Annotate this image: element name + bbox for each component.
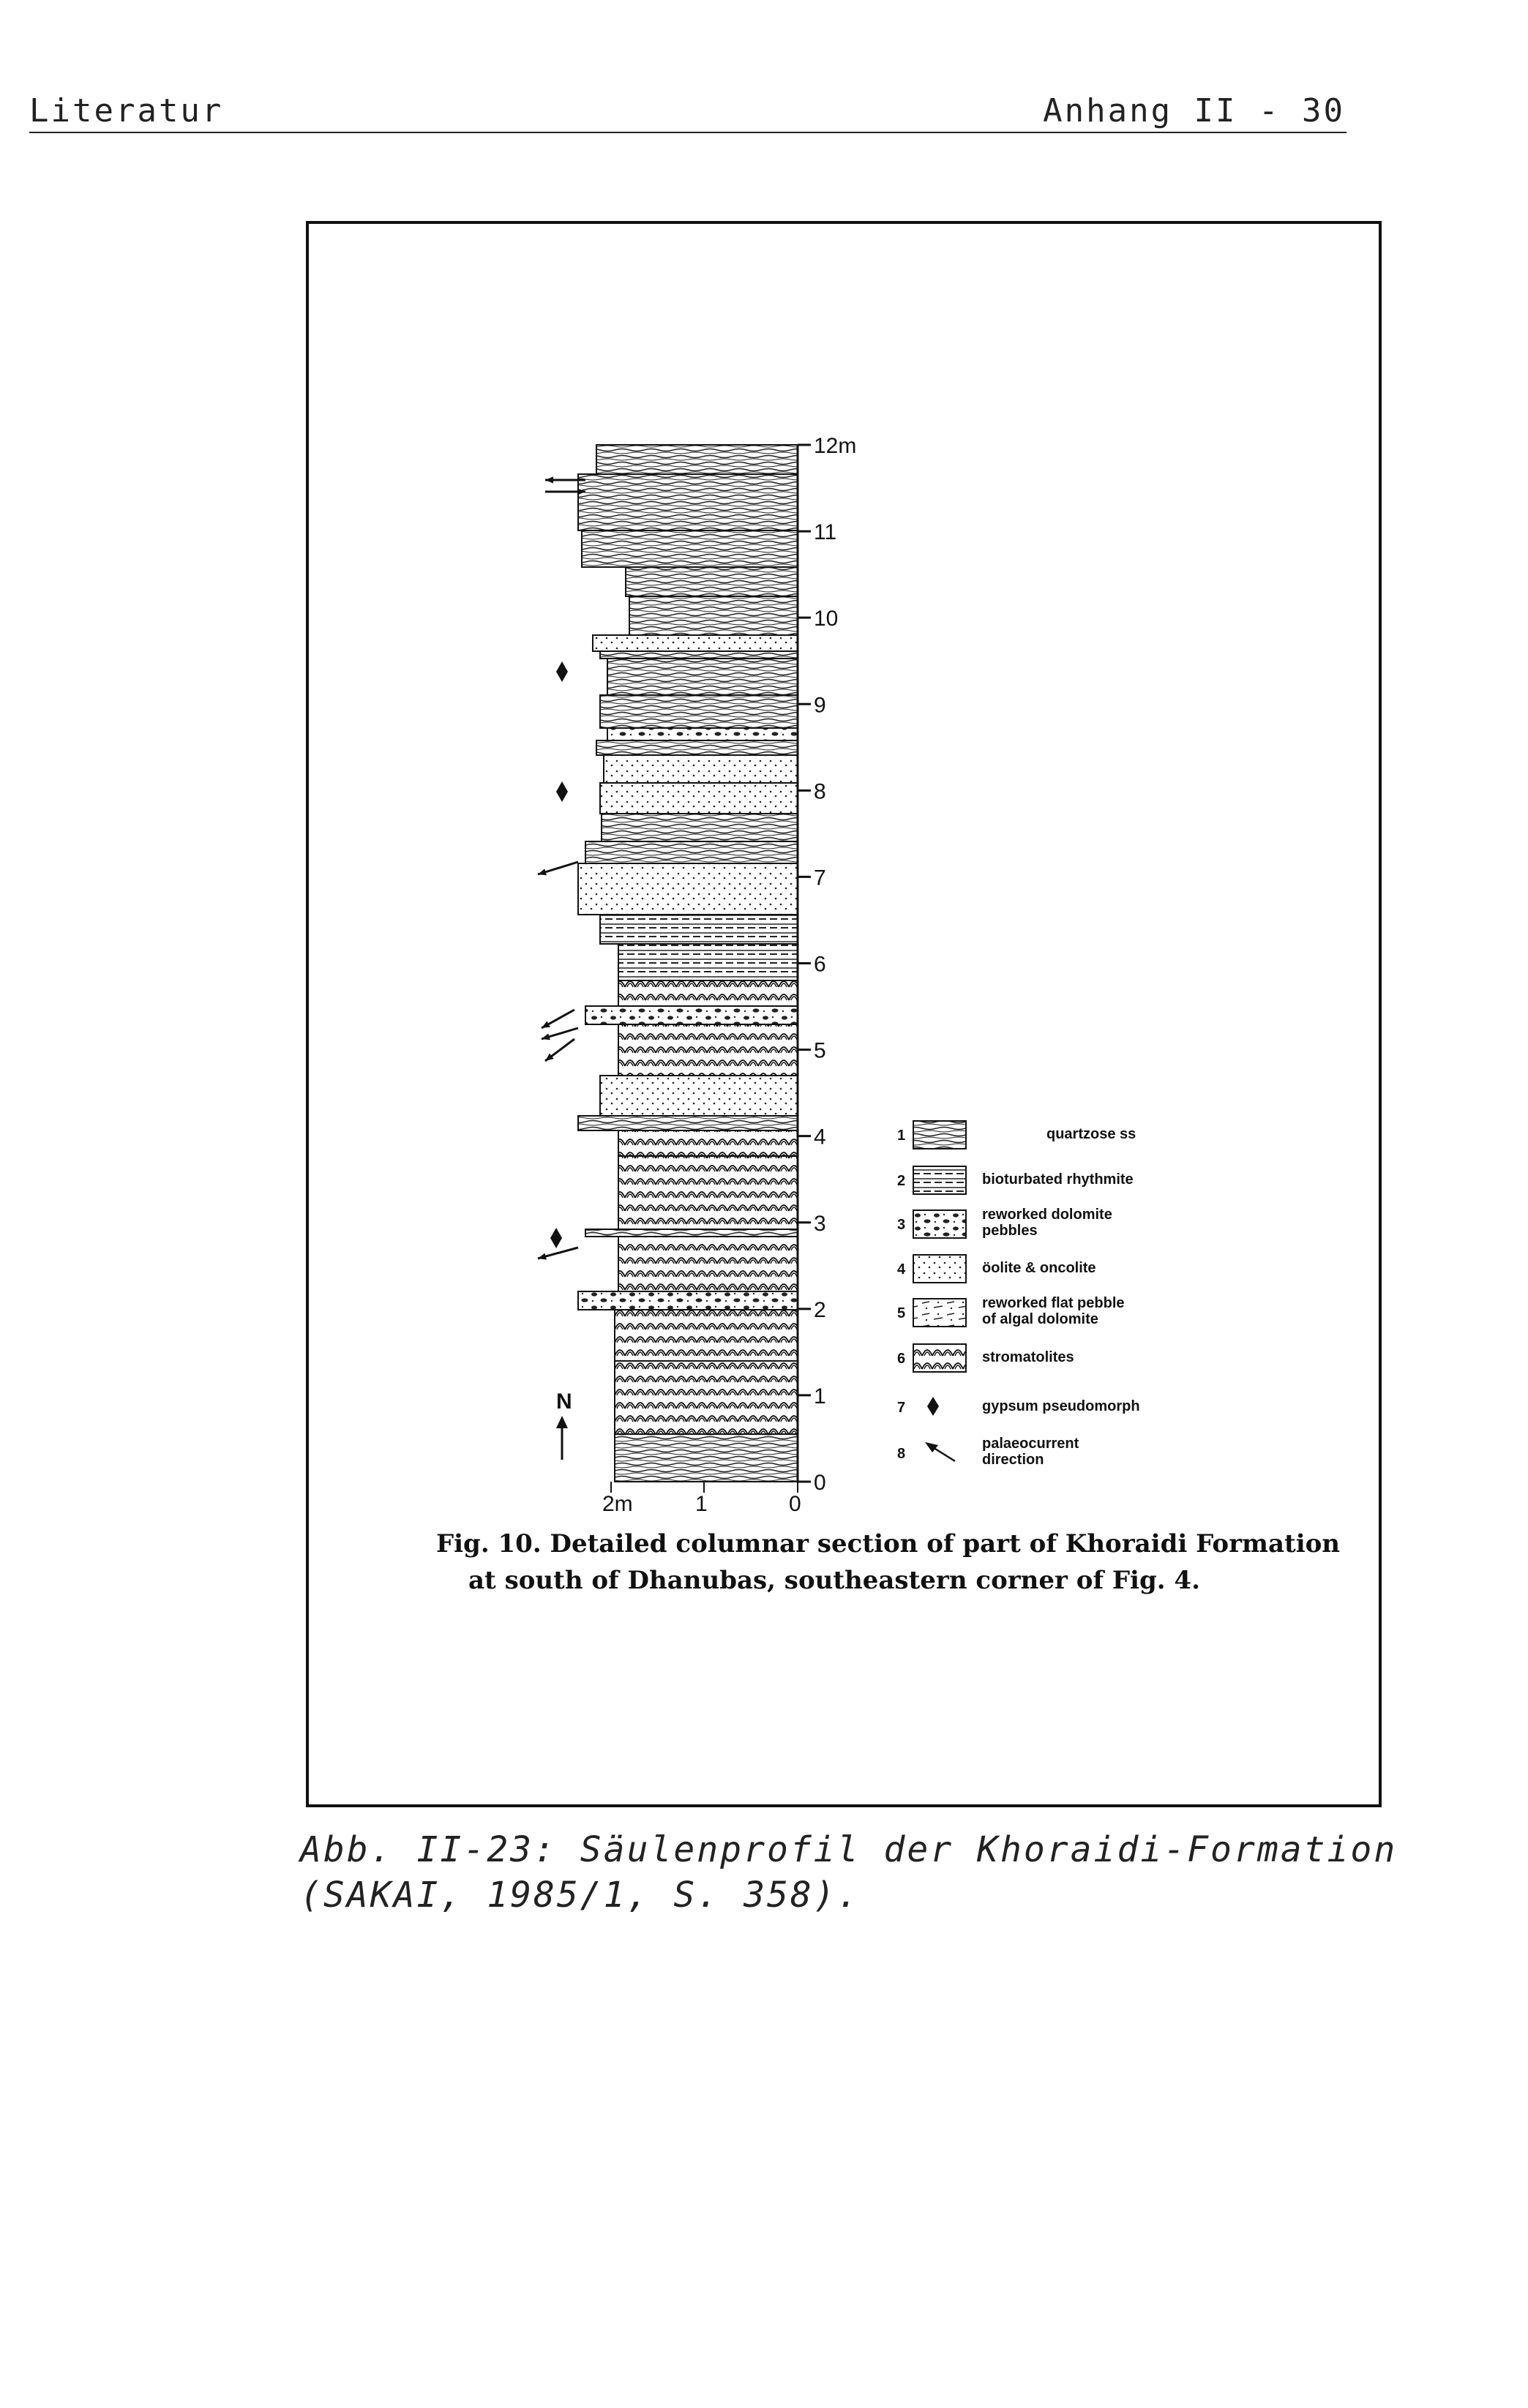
column-section xyxy=(578,445,798,1482)
bed-5 xyxy=(629,596,798,635)
palaeocurrent-arrow-6 xyxy=(545,1039,574,1061)
legend-item-8 xyxy=(897,1436,1079,1468)
figure-caption-line2: at south of Dhanubas, southeastern corner of Fig. 4. xyxy=(468,1566,1200,1595)
bed-11 xyxy=(596,740,798,755)
palaeocurrent-arrow-5 xyxy=(542,1028,578,1040)
legend-item-3 xyxy=(897,1207,1112,1239)
svg-text:palaeocurrent: palaeocurrent xyxy=(982,1436,1079,1452)
abb-caption-line1: Abb. II-23: Säulenprofil der Khoraidi-Formation xyxy=(300,1829,1398,1870)
width-label-1: 1 xyxy=(695,1492,708,1516)
legend xyxy=(897,1121,1140,1468)
legend-item-7 xyxy=(897,1397,1140,1416)
bed-28 xyxy=(578,1291,798,1310)
depth-label-11: 1 xyxy=(814,1384,826,1409)
bed-21 xyxy=(618,1024,798,1076)
bed-20 xyxy=(585,1006,798,1024)
legend-item-1 xyxy=(897,1121,1136,1149)
svg-text:pebbles: pebbles xyxy=(982,1223,1038,1239)
bed-24 xyxy=(618,1130,798,1156)
depth-label-3: 9 xyxy=(814,693,826,718)
svg-text:reworked dolomite: reworked dolomite xyxy=(982,1207,1112,1223)
bed-31 xyxy=(615,1434,798,1482)
bed-17 xyxy=(600,915,798,944)
svg-text:quartzose ss: quartzose ss xyxy=(1046,1126,1136,1142)
depth-label-12: 0 xyxy=(814,1471,826,1495)
bed-3 xyxy=(582,530,798,567)
svg-text:7: 7 xyxy=(897,1400,906,1416)
bed-7 xyxy=(600,651,798,659)
bed-19 xyxy=(618,980,798,1006)
depth-label-8: 4 xyxy=(814,1125,826,1149)
svg-text:1: 1 xyxy=(897,1128,906,1144)
depth-label-1: 11 xyxy=(814,520,837,545)
depth-label-0: 12m xyxy=(814,434,857,458)
depth-label-9: 3 xyxy=(814,1211,826,1236)
bed-27 xyxy=(618,1237,798,1291)
svg-text:8: 8 xyxy=(897,1446,906,1462)
legend-item-2 xyxy=(897,1166,1134,1194)
bed-4 xyxy=(626,567,798,596)
svg-text:5: 5 xyxy=(897,1305,906,1321)
bed-25 xyxy=(618,1156,798,1229)
palaeocurrent-arrow-7 xyxy=(538,1248,578,1260)
svg-text:3: 3 xyxy=(897,1217,906,1233)
bed-13 xyxy=(600,783,798,814)
bed-30 xyxy=(615,1361,798,1434)
abb-caption-line2: (SAKAI, 1985/1, S. 358). xyxy=(300,1875,861,1916)
bed-16 xyxy=(578,863,798,915)
bed-1 xyxy=(596,445,798,474)
gypsum-marker-3 xyxy=(550,1228,562,1248)
gypsum-marker-1 xyxy=(556,661,568,682)
bed-18 xyxy=(618,944,798,980)
svg-text:bioturbated rhythmite: bioturbated rhythmite xyxy=(982,1171,1134,1188)
width-label-0: 2m xyxy=(602,1492,633,1516)
legend-item-6 xyxy=(897,1344,1074,1372)
bed-6 xyxy=(593,635,798,651)
bed-22 xyxy=(600,1076,798,1116)
svg-text:reworked flat pebble: reworked flat pebble xyxy=(982,1295,1125,1311)
bed-2 xyxy=(578,474,798,530)
bed-12 xyxy=(604,755,798,783)
bed-8 xyxy=(607,659,798,695)
bed-29 xyxy=(615,1310,798,1361)
depth-label-2: 10 xyxy=(814,607,839,631)
depth-label-6: 6 xyxy=(814,952,826,977)
svg-text:2: 2 xyxy=(897,1173,906,1189)
palaeocurrent-arrow-4 xyxy=(542,1010,574,1028)
north-arrow xyxy=(556,1389,572,1460)
depth-label-10: 2 xyxy=(814,1297,826,1322)
legend-item-4 xyxy=(897,1255,1096,1283)
svg-text:4: 4 xyxy=(897,1261,906,1278)
depth-label-4: 8 xyxy=(814,779,826,804)
depth-label-5: 7 xyxy=(814,866,826,890)
depth-label-7: 5 xyxy=(814,1038,826,1063)
header-left: Literatur xyxy=(29,92,224,130)
bed-15 xyxy=(585,841,798,863)
palaeocurrent-arrow-2 xyxy=(545,488,585,495)
figure-caption-line1: Fig. 10. Detailed columnar section of part of Khoraidi Formation xyxy=(436,1529,1341,1559)
gypsum-marker-2 xyxy=(556,781,568,802)
north-label: N xyxy=(556,1389,572,1414)
palaeocurrent-arrow-3 xyxy=(538,862,578,875)
svg-text:öolite & oncolite: öolite & oncolite xyxy=(982,1260,1096,1276)
legend-item-5 xyxy=(897,1295,1125,1327)
bed-10 xyxy=(607,728,798,740)
width-label-2: 0 xyxy=(789,1492,801,1516)
svg-text:stromatolites: stromatolites xyxy=(982,1349,1074,1365)
bed-14 xyxy=(602,814,798,841)
bed-23 xyxy=(578,1116,798,1130)
bed-9 xyxy=(600,695,798,728)
svg-text:of algal dolomite: of algal dolomite xyxy=(982,1311,1098,1327)
svg-text:direction: direction xyxy=(982,1452,1044,1468)
svg-text:gypsum pseudomorph: gypsum pseudomorph xyxy=(982,1398,1140,1414)
header-right: Anhang II - 30 xyxy=(1043,92,1345,130)
svg-text:6: 6 xyxy=(897,1351,906,1367)
bed-26 xyxy=(585,1229,798,1237)
